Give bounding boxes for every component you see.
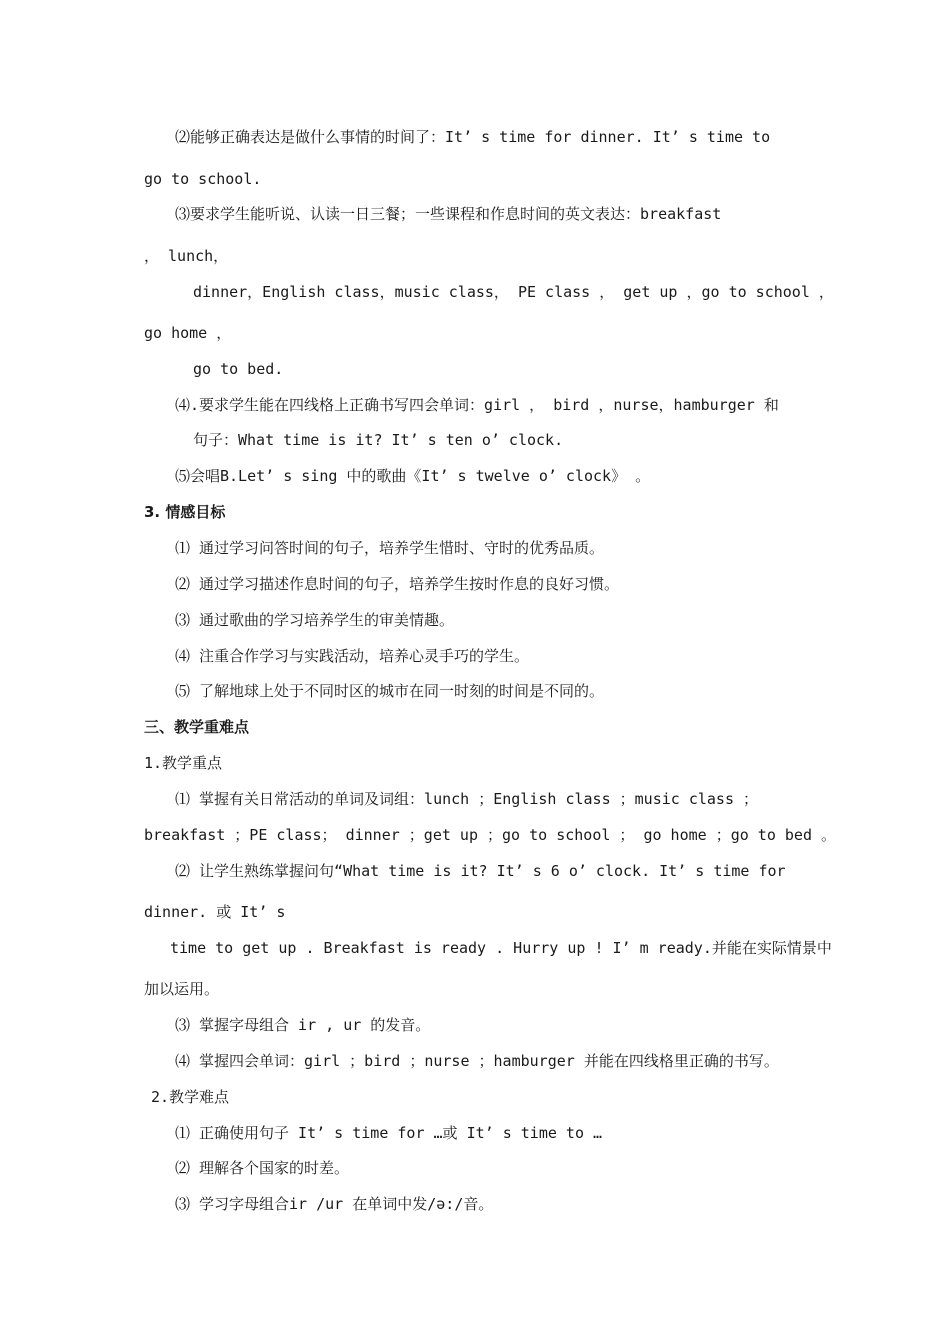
objective-4-line-1: ⑷.要求学生能在四线格上正确书写四会单词：girl ， bird ，nurse，hamburger 和 — [175, 396, 779, 414]
subheading-key-points: 1.教学重点 — [144, 754, 223, 772]
key-point-4: ⑷ 掌握四会单词：girl ；bird ；nurse ；hamburger 并能在四线格里正确的书写。 — [175, 1052, 779, 1070]
key-point-2-line-1: ⑵ 让学生熟练掌握问句“What time is it? It’ s 6 o’ clock. It’ s time for — [175, 862, 786, 880]
difficult-point-1: ⑴ 正确使用句子 It’ s time for …或 It’ s time to … — [175, 1124, 603, 1142]
objective-4-line-2: 句子：What time is it? It’ s ten o’ clock. — [193, 431, 564, 449]
emotional-goal-1: ⑴ 通过学习问答时间的句子，培养学生惜时、守时的优秀品质。 — [175, 539, 605, 557]
emotional-goal-5: ⑸ 了解地球上处于不同时区的城市在同一时刻的时间是不同的。 — [175, 682, 605, 700]
subheading-difficult-points: 2.教学难点 — [151, 1088, 230, 1106]
key-point-1-line-2: breakfast ；PE class； dinner ；get up ；go to school ； go home ；go to bed 。 — [144, 826, 837, 844]
objective-3-line-3: dinner，English class，music class， PE class ， get up ，go to school ， — [193, 283, 834, 301]
emotional-goal-2: ⑵ 通过学习描述作息时间的句子，培养学生按时作息的良好习惯。 — [175, 575, 620, 593]
section-heading-emotional-goals: 3. 情感目标 — [144, 503, 226, 521]
objective-3-line-1: ⑶要求学生能听说、认读一日三餐；一些课程和作息时间的英文表达：breakfast — [175, 205, 722, 223]
key-point-2-line-3: time to get up . Breakfast is ready . Hurry up ! I’ m ready.并能在实际情景中 — [170, 939, 832, 957]
emotional-goal-4: ⑷ 注重合作学习与实践活动，培养心灵手巧的学生。 — [175, 647, 530, 665]
objective-3-line-4: go home ， — [144, 324, 232, 342]
key-point-2-line-2: dinner. 或 It’ s — [144, 903, 286, 921]
emotional-goal-3: ⑶ 通过歌曲的学习培养学生的审美情趣。 — [175, 611, 455, 629]
key-point-2-line-4: 加以运用。 — [144, 980, 220, 998]
objective-3-line-2: ， lunch， — [144, 247, 229, 265]
key-point-3: ⑶ 掌握字母组合 ir , ur 的发音。 — [175, 1016, 431, 1034]
objective-2-line-1: ⑵能够正确表达是做什么事情的时间了：It’ s time for dinner. It’ s time to — [175, 128, 771, 146]
objective-3-line-5: go to bed. — [193, 360, 284, 378]
objective-5-line: ⑸会唱B.Let’ s sing 中的歌曲《It’ s twelve o’ clock》 。 — [175, 467, 651, 485]
objective-2-line-2: go to school. — [144, 170, 262, 188]
key-point-1-line-1: ⑴ 掌握有关日常活动的单词及词组：lunch ；English class ；music class ； — [175, 790, 759, 808]
difficult-point-3: ⑶ 学习字母组合ir /ur 在单词中发/ə:/音。 — [175, 1195, 494, 1213]
section-heading-key-points: 三、教学重难点 — [144, 718, 250, 736]
difficult-point-2: ⑵ 理解各个国家的时差。 — [175, 1159, 350, 1177]
